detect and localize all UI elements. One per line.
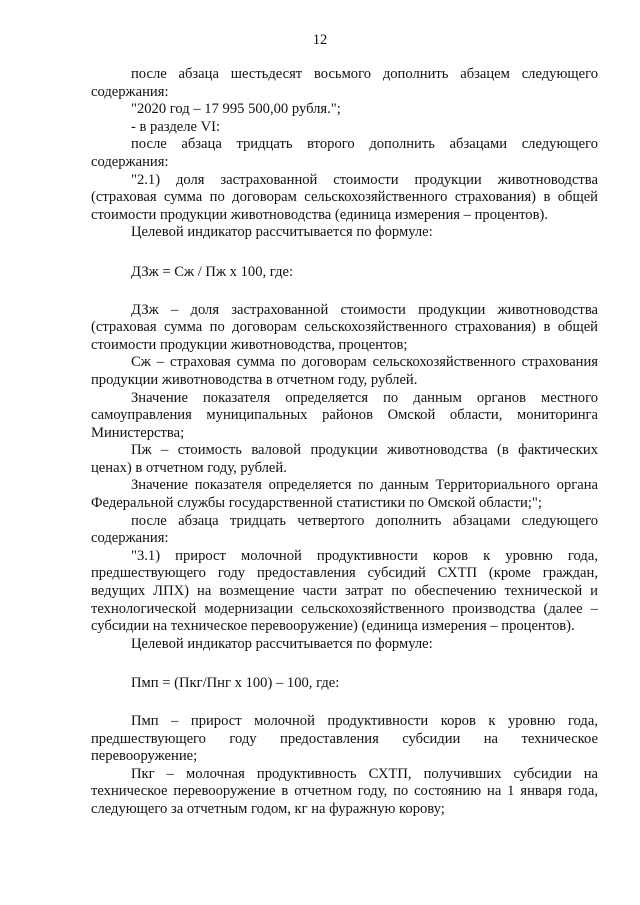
formula: ДЗж = Сж / Пж х 100, где: <box>131 263 294 280</box>
paragraph: Пж – стоимость валовой продукции животноводства (в фактических ценах) в отчетном году, рублей. <box>91 442 598 476</box>
paragraph: после абзаца тридцать четвертого дополнить абзацами следующего содержания: <box>91 512 598 547</box>
paragraph: Значение показателя определяется по данным органов местного самоуправления муниципальных районов Омской области, мониторинга Министерства; <box>91 389 598 441</box>
paragraph: - в разделе VI: <box>131 118 221 135</box>
paragraph: после абзаца тридцать второго дополнить абзацами следующего содержания: <box>91 136 598 170</box>
paragraph: Пмп – прирост молочной продуктивности коров к уровню года, предшествующего году предоставления субсидии на техническое перевооружение; <box>91 713 598 765</box>
paragraph: Целевой индикатор рассчитывается по формуле: <box>131 635 433 652</box>
page-number: 12 <box>312 32 328 48</box>
paragraph: Сж – страховая сумма по договорам сельскохозяйственного страхования продукции животноводства в отчетном году, рублей. <box>91 354 598 388</box>
paragraph: "2020 год – 17 995 500,00 рубля."; <box>131 101 341 118</box>
paragraph: ДЗж – доля застрахованной стоимости продукции животноводства (страховая сумма по договорам сельскохозяйственного страхования) в общей стоимости продукции животноводства, процентов; <box>91 301 598 353</box>
paragraph: Пкг – молочная продуктивность СХТП, получивших субсидии на техническое перевооружение в отчетном году, по состоянию на 1 января года, следующего за отчетным годом, кг на фуражную корову; <box>91 765 598 817</box>
paragraph: Целевой индикатор рассчитывается по формуле: <box>131 224 433 241</box>
document-body <box>91 66 598 819</box>
paragraph: "2.1) доля застрахованной стоимости продукции животноводства (страховая сумма по договорам сельскохозяйственного страхования) в общей стоимости продукции животноводства (единица измерения – процентов). <box>91 171 598 223</box>
paragraph: Значение показателя определяется по данным Территориального органа Федеральной службы государственной статистики по Омской области;"; <box>91 477 598 512</box>
paragraph: "3.1) прирост молочной продуктивности коров к уровню года, предшествующего году предоставления субсидий СХТП (кроме граждан, ведущих ЛПХ) на возмещение части затрат по обеспечению технической и технологической модернизации сельскохозяйственного производства (далее – субсидии на техническое перевооружение) (единица измерения – процентов). <box>91 547 598 635</box>
paragraph: после абзаца шестьдесят восьмого дополнить абзацем следующего содержания: <box>91 66 598 100</box>
formula: Пмп = (Пкг/Пнг х 100) – 100, где: <box>131 675 340 692</box>
